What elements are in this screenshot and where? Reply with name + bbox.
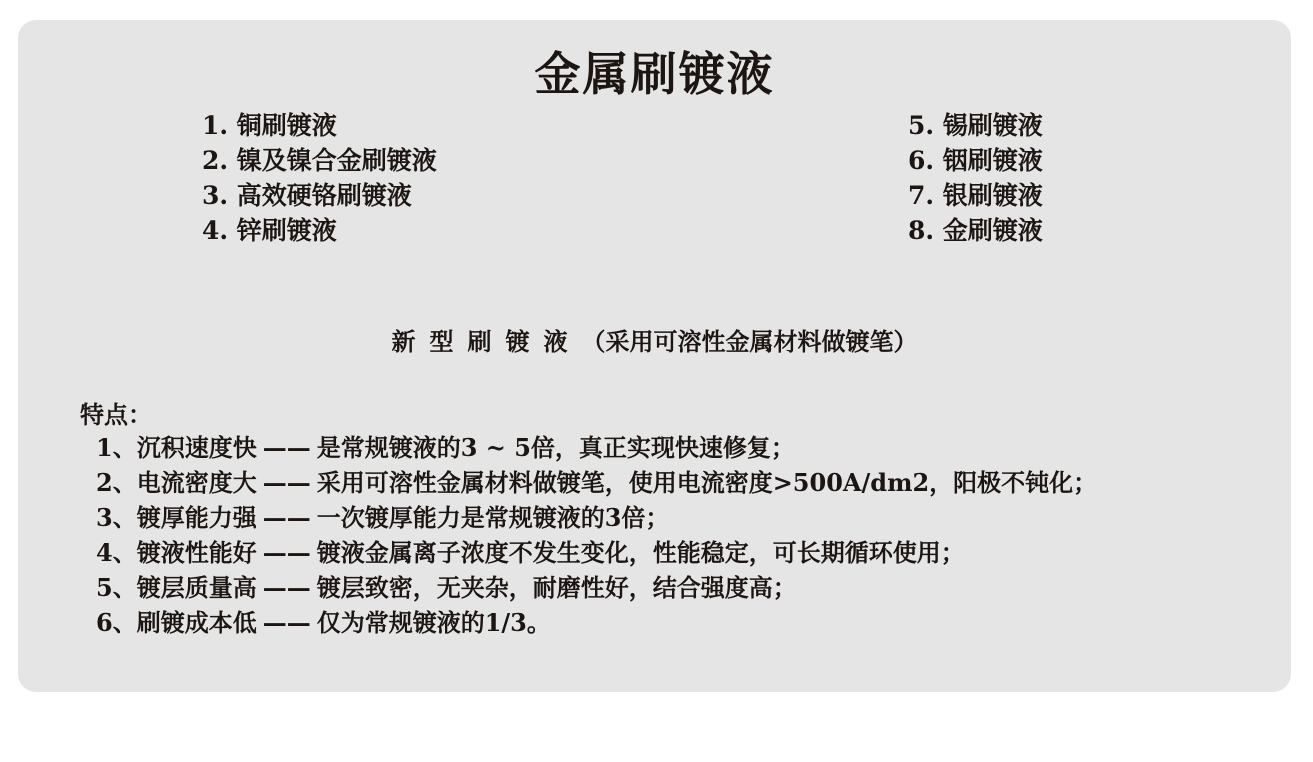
feature-item: [96, 430, 1097, 465]
feature-desc: 镀层致密，无夹杂，耐磨性好，结合强度高；: [316, 573, 797, 602]
product-list-right: [908, 108, 1043, 248]
feature-list: [96, 430, 1097, 640]
product-item: 3. 高效硬铬刷镀液: [202, 181, 412, 210]
product-item: 1. 铜刷镀液: [202, 111, 337, 140]
feature-item: [96, 605, 1097, 640]
feature-name: 沉积速度快: [136, 433, 257, 462]
product-item: 7. 银刷镀液: [908, 181, 1043, 210]
feature-number: 3、: [96, 503, 137, 532]
product-list-left: [202, 108, 437, 248]
feature-name: 镀液性能好: [136, 538, 257, 567]
feature-item: [96, 570, 1097, 605]
feature-dash: ——: [262, 503, 311, 532]
product-item: 4. 锌刷镀液: [202, 216, 337, 245]
features-label: 特点：: [80, 400, 152, 429]
subtitle-main: 新型刷镀液: [391, 327, 582, 356]
feature-dash: ——: [262, 468, 311, 497]
feature-name: 镀厚能力强: [136, 503, 257, 532]
feature-name: 刷镀成本低: [136, 608, 257, 637]
section-subtitle: [18, 322, 1291, 357]
product-item: 2. 镍及镍合金刷镀液: [202, 146, 437, 175]
subtitle-note: （采用可溶性金属材料做镀笔）: [581, 327, 918, 356]
feature-name: 电流密度大: [136, 468, 257, 497]
feature-number: 2、: [96, 468, 137, 497]
feature-dash: ——: [262, 608, 311, 637]
page-title: 金属刷镀液: [534, 47, 775, 101]
feature-name: 镀层质量高: [136, 573, 257, 602]
product-item: 6. 铟刷镀液: [908, 146, 1043, 175]
feature-number: 6、: [96, 608, 137, 637]
feature-item: [96, 465, 1097, 500]
feature-item: [96, 535, 1097, 570]
feature-dash: ——: [262, 433, 311, 462]
feature-dash: ——: [262, 573, 311, 602]
feature-desc: 一次镀厚能力是常规镀液的3倍；: [316, 503, 670, 532]
feature-dash: ——: [262, 538, 311, 567]
content-panel: [18, 20, 1291, 692]
feature-number: 5、: [96, 573, 137, 602]
feature-desc: 采用可溶性金属材料做镀笔，使用电流密度>500A/dm2，阳极不钝化；: [316, 468, 1098, 497]
feature-desc: 是常规镀液的3 ~ 5倍，真正实现快速修复；: [316, 433, 795, 462]
feature-desc: 镀液金属离子浓度不发生变化，性能稳定，可长期循环使用；: [316, 538, 965, 567]
feature-desc: 仅为常规镀液的1/3。: [316, 608, 551, 637]
feature-item: [96, 500, 1097, 535]
product-item: 5. 锡刷镀液: [908, 111, 1043, 140]
feature-number: 4、: [96, 538, 137, 567]
product-item: 8. 金刷镀液: [908, 216, 1043, 245]
feature-number: 1、: [96, 433, 137, 462]
